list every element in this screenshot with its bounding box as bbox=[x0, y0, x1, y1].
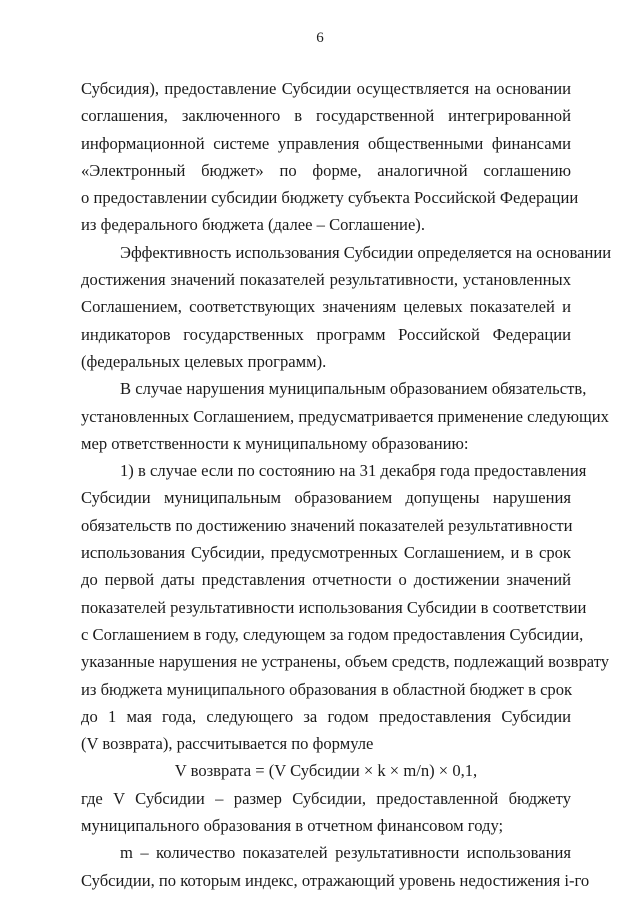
text-line: до 1 мая года, следующего за годом предоставления Субсидии bbox=[81, 706, 571, 726]
text-line: Субсидии муниципальным образованием допущены нарушения bbox=[81, 488, 571, 508]
text-line: «Электронный бюджет» по форме, аналогичной соглашению bbox=[81, 160, 571, 180]
text-line: установленных Соглашением, предусматривается применение следующих bbox=[81, 406, 609, 426]
text-line: V возврата = (V Субсидии × k × m/n) × 0,1, bbox=[174, 761, 478, 781]
text-line: показателей результативности использования Субсидии в соответствии bbox=[81, 597, 587, 617]
text-line: Эффективность использования Субсидии определяется на основании bbox=[120, 242, 612, 262]
text-line: Соглашением, соответствующих значениям целевых показателей и bbox=[81, 297, 571, 317]
page-number: 6 bbox=[316, 30, 324, 46]
text-line: В случае нарушения муниципальным образованием обязательств, bbox=[120, 379, 587, 399]
text-line: до первой даты представления отчетности о достижении значений bbox=[81, 570, 571, 590]
text-line: использования Субсидии, предусмотренных Соглашением, и в срок bbox=[81, 543, 571, 563]
text-line: Субсидия), предоставление Субсидии осуществляется на основании bbox=[81, 79, 571, 98]
text-line: индикаторов государственных программ Российской Федерации bbox=[81, 324, 571, 344]
text-line: (V возврата), рассчитывается по формуле bbox=[81, 734, 374, 754]
text-line: муниципального образования в отчетном финансовом году; bbox=[81, 816, 504, 836]
text-line: мер ответственности к муниципальному образованию: bbox=[81, 433, 469, 453]
text-line: из федерального бюджета (далее – Соглашение). bbox=[81, 215, 425, 235]
text-line: достижения значений показателей результативности, установленных bbox=[81, 270, 571, 290]
text-line: 1) в случае если по состоянию на 31 декабря года предоставления bbox=[120, 461, 587, 481]
body-text bbox=[81, 75, 612, 894]
text-line: Субсидии, по которым индекс, отражающий уровень недостижения i-го bbox=[81, 870, 590, 890]
text-line: где V Субсидии – размер Субсидии, предоставленной бюджету bbox=[81, 788, 571, 808]
text-line: (федеральных целевых программ). bbox=[81, 351, 327, 371]
text-line: с Соглашением в году, следующем за годом предоставления Субсидии, bbox=[81, 624, 584, 644]
text-line: m – количество показателей результативности использования bbox=[120, 843, 571, 863]
text-line: соглашения, заключенного в государственной интегрированной bbox=[81, 106, 571, 126]
text-line: из бюджета муниципального образования в областной бюджет в срок bbox=[81, 679, 573, 699]
text-line: информационной системе управления общественными финансами bbox=[81, 133, 571, 153]
text-line: о предоставлении субсидии бюджету субъекта Российской Федерации bbox=[81, 188, 579, 208]
text-line: обязательств по достижению значений показателей результативности bbox=[81, 515, 573, 535]
text-line: указанные нарушения не устранены, объем средств, подлежащий возврату bbox=[81, 652, 610, 672]
